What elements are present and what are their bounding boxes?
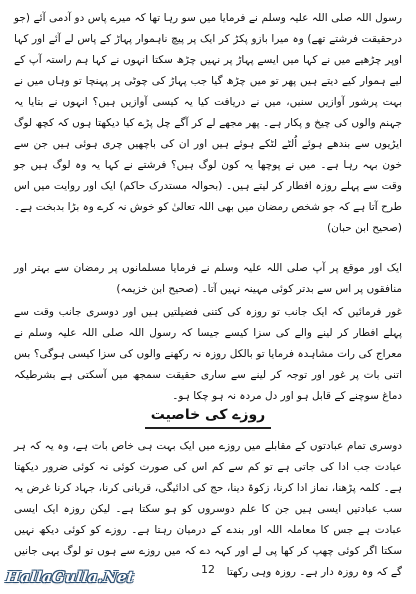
paragraph-hadith-ramadan: ایک اور موقع پر آپ صلی اللہ علیہ وسلم نے فرمایا مسلمانوں پر رمضان سے بہتر اور منافقوں پر اس سے بدتر کوئی مہینہ نہیں آتا۔ (صحیح ابن خزیمہ)	[14, 262, 402, 295]
section-heading-container	[0, 402, 416, 432]
paragraph-reflection: غور فرمائیں کہ ایک جانب تو روزہ کی کتنی فضیلتیں ہیں اور دوسری جانب وقت سے پہلے افطار کر لینے والے کی سزا کیسے جیسا کہ رسول اللہ صلی اللہ علیہ وسلم نے معراج کی رات مشاہدہ فرمایا تو بالکل روزہ نہ رکھنے والوں کی سزا کیسی ہوگی؟ بس اتنی بات پر غور اور توجہ کر لینے سے ساری حقیقت سمجھ میں آسکتی ہے بشرطیکہ دماغ سوچنے کے قابل ہو اور دل مردہ نہ ہو چکا ہو۔	[14, 306, 402, 402]
paragraph-hadith-mountain: رسول اللہ صلی اللہ علیہ وسلم نے فرمایا میں سو رہا تھا کہ میرے پاس دو آدمی آئے (جو درحقیقت فرشتے تھے) وہ میرا بازو پکڑ کر ایک پر پیچ ناہموار پہاڑ کے پاس لے آئے اور کہا اوپر چڑھیے میں نے کہا میں ایسے پہاڑ پر نہیں چڑھ سکتا انہوں نے کہا ہم راستہ آپ کے لیے ہموار کیے دیتے ہیں پھر تو میں چڑھ گیا جب پہاڑ کی چوٹی پر پہنچا تو وہاں میں نے بہت پرشور آوازیں سنیں، میں نے دریافت کیا یہ کیسی آوازیں ہیں؟ انہوں نے بتایا یہ جہنم والوں کی چیخ و پکار ہے۔ پھر مجھے لے کر آگے چل پڑے کیا دیکھتا ہوں کہ کچھ لوگ ایڑیوں سے بندھے ہوئے اُلٹے لٹکے ہوئے ہیں اور ان کی باچھیں چری ہوئی ہیں جن سے خون بہہ رہا ہے۔ میں نے پوچھا یہ کون لوگ ہیں؟ فرشتے نے کہا یہ وہ لوگ ہیں جو وقت سے پہلے روزہ افطار کر لیتے ہیں۔ (بحوالہ مستدرک حاکم) ایک اور روایت میں اس طرح آتا ہے کہ جو شخص رمضان میں بھی اللہ تعالیٰ کو خوش نہ کرے وہ بڑا بدبخت ہے۔ (صحیح ابن حبان)	[14, 12, 402, 234]
section-heading: روزے کی خاصیت	[145, 405, 272, 429]
watermark-logo: HallaGulla.Net	[5, 568, 135, 586]
page-number: 12	[201, 563, 215, 576]
paragraph-fasting-distinction: دوسری تمام عبادتوں کے مقابلے میں روزے میں ایک بہت ہی خاص بات ہے، وہ یہ کہ ہر عبادت جب ادا کی جاتی ہے تو کم سے کم اس کی صورت کوئی نہ کوئی ضرور دیکھتا ہے۔ کلمہ پڑھنا، نماز ادا کرنا، زکوۃ دینا، حج کی ادائیگی، قربانی کرنا، جہاد کرنا غرض یہ سب عبادتیں ایسی ہیں جن کا علم دوسروں کو ہو سکتا ہے۔ لیکن روزہ ایک ایسی عبادت ہے جس کا معاملہ اللہ اور بندے کے درمیان رہتا ہے۔ روزے کو کوئی دیکھ نہیں سکتا اگر کوئی چھپ کر کھا پی لے اور کہہ دے کہ میں روزے سے ہوں تو لوگ یہی جانیں گے کہ وہ روزہ دار ہے۔ روزہ وہی رکھتا	[14, 440, 402, 578]
